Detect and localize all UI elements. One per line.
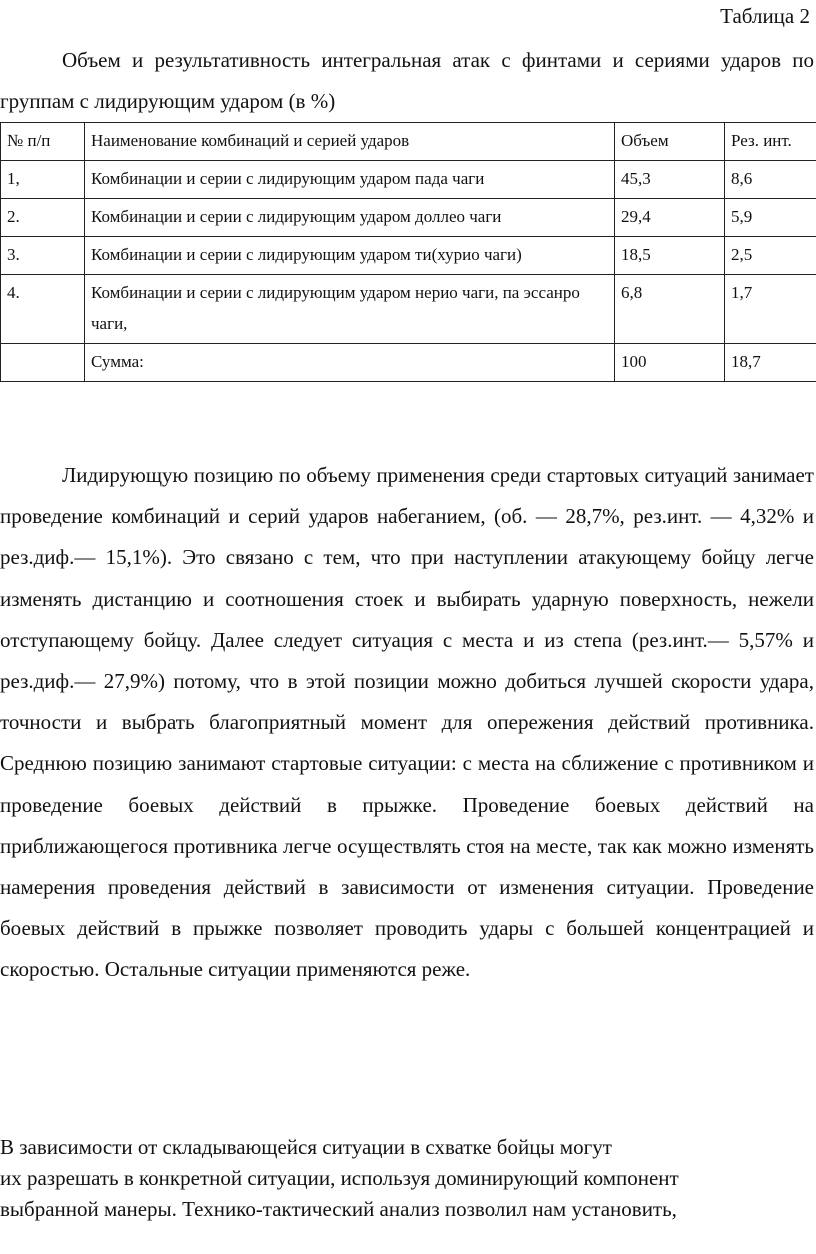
header-name: Наименование комбинаций и серией ударов [85, 123, 615, 161]
table-row [1, 237, 816, 275]
row-volume: 45,3 [615, 161, 725, 199]
row-number: 1, [1, 161, 85, 199]
row-name: Комбинации и серии с лидирующим ударом доллео чаги [85, 199, 615, 237]
paragraph-line: В зависимости от складывающейся ситуации в схватке бойцы могут [0, 1135, 612, 1159]
header-result: Рез. инт. [725, 123, 816, 161]
row-volume: 100 [615, 344, 725, 382]
row-name: Комбинации и серии с лидирующим ударом пада чаги [85, 161, 615, 199]
table-row [1, 161, 816, 199]
results-table [0, 122, 816, 382]
body-paragraph: Лидирующую позицию по объему применения среди стартовых ситуаций занимает проведение комбинаций и серий ударов набеганием, (об. — 28,7%, рез.инт. — 4,32% и рез.диф.— 15,1%). Это связано с тем, что при наступлении атакующему бойцу легче изменять дистанцию и соотношения стоек и выбирать ударную поверхность, нежели отступающему бойцу. Далее следует ситуация с места и из степа (рез.инт.— 5,57% и рез.диф.— 27,9%) потому, что в этой позиции можно добиться лучшей скорости удара, точности и выбрать благоприятный момент для опережения действий противника. Среднюю позицию занимают стартовые ситуации: с места на сближение с противником и проведение боевых действий в прыжке. Проведение боевых действий на приближающегося противника легче осуществлять стоя на месте, так как можно изменять намерения проведения действий в зависимости от изменения ситуации. Проведение боевых действий в прыжке позволяет проводить удары с большей концентрацией и скоростью. Остальные ситуации применяются реже. [0, 463, 814, 982]
header-number: № п/п [1, 123, 85, 161]
row-number: 3. [1, 237, 85, 275]
table-caption: Объем и результативность интегральная атак с финтами и сериями ударов по группам с лидирующим ударом (в %) [0, 48, 814, 113]
row-result: 8,6 [725, 161, 816, 199]
table-sum-row [1, 344, 816, 382]
row-name: Комбинации и серии с лидирующим ударом нерио чаги, па эссанро чаги, [85, 275, 615, 344]
row-result: 5,9 [725, 199, 816, 237]
row-number: 2. [1, 199, 85, 237]
row-number [1, 344, 85, 382]
row-volume: 6,8 [615, 275, 725, 344]
paragraph-line: выбранной манеры. Технико-тактический анализ позволил нам установить, [0, 1197, 677, 1221]
row-volume: 29,4 [615, 199, 725, 237]
row-name: Комбинации и серии с лидирующим ударом ти(хурио чаги) [85, 237, 615, 275]
table-row [1, 199, 816, 237]
paragraph-line: их разрешать в конкретной ситуации, используя доминирующий компонент [0, 1166, 679, 1190]
table-header-row [1, 123, 816, 161]
table-row [1, 275, 816, 344]
row-result: 18,7 [725, 344, 816, 382]
row-result: 2,5 [725, 237, 816, 275]
row-name: Сумма: [85, 344, 615, 382]
row-volume: 18,5 [615, 237, 725, 275]
row-number: 4. [1, 275, 85, 344]
body-paragraph-2 [0, 1132, 814, 1225]
row-result: 1,7 [725, 275, 816, 344]
header-volume: Объем [615, 123, 725, 161]
table-label: Таблица 2 [720, 4, 810, 28]
